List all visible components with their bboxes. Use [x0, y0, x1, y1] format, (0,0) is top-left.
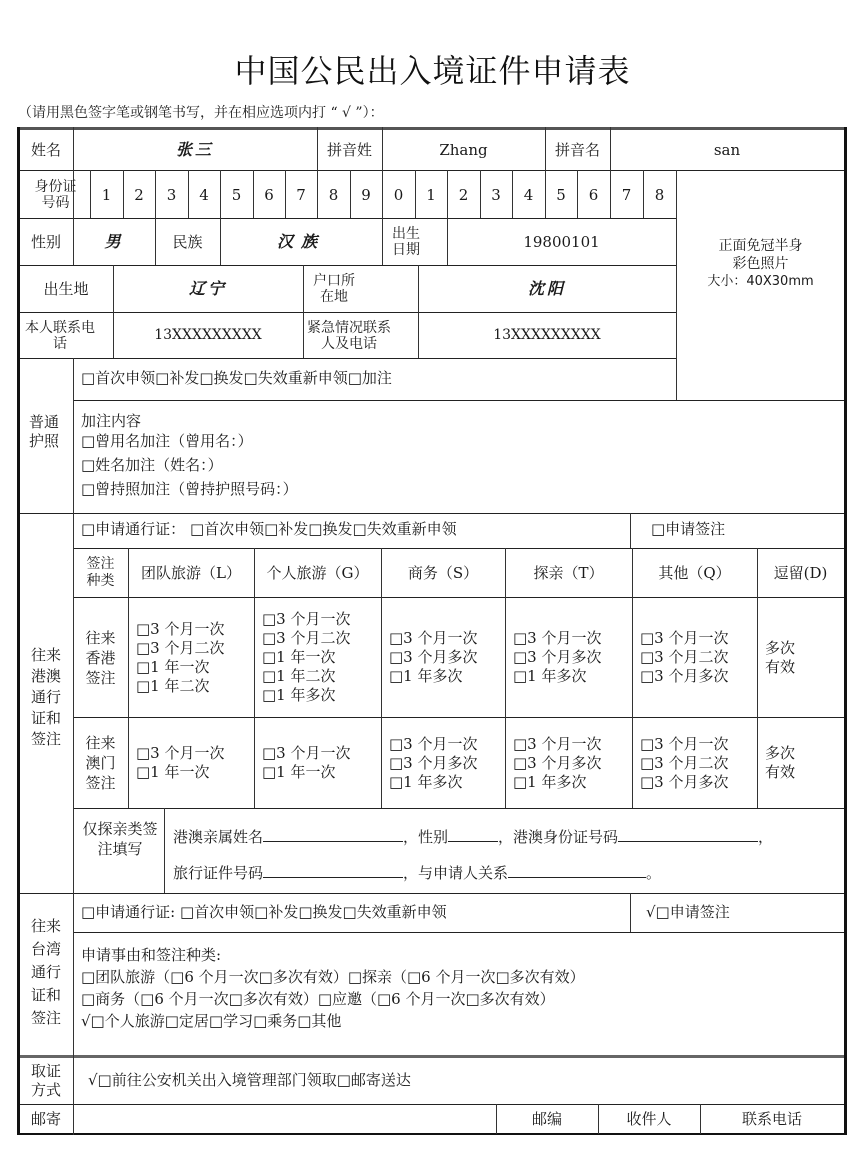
id-digit-box[interactable]: 8 [328, 185, 339, 204]
hukou-value[interactable]: 沈阳 [527, 279, 566, 299]
row-divider [17, 1055, 847, 1058]
photo-size: 大小：40X30mm [707, 274, 814, 289]
id-digit-box[interactable]: 3 [166, 185, 177, 204]
row-divider [17, 358, 676, 359]
taiwan-reason-title: 申请事由和签注种类: [81, 946, 222, 964]
id-digit-box[interactable]: 1 [101, 185, 112, 204]
taiwan-permit-options[interactable]: □申请通行证: □首次申领□补发□换发□失效重新申领 [81, 903, 447, 921]
id-digit-box[interactable]: 4 [199, 185, 209, 204]
macau-endorsement-cell [381, 718, 505, 808]
id-digit-box[interactable]: 4 [523, 185, 534, 204]
postcode-label: 邮编 [531, 1110, 562, 1128]
col-divider [630, 513, 631, 548]
relative-gender-label: ，性别 [403, 828, 449, 846]
endorsement-option-checkbox[interactable]: □1 年二次 [262, 667, 336, 685]
endorsement-option-checkbox[interactable]: □1 年多次 [262, 686, 336, 704]
comma: ， [758, 828, 774, 846]
endorsement-option-checkbox[interactable]: □1 年二次 [136, 676, 210, 695]
family-visit-label: 仅探亲类签注填写 [82, 820, 158, 858]
relative-gender-field[interactable] [448, 827, 498, 842]
endorsement-option-checkbox[interactable]: □1 年一次 [136, 763, 210, 781]
endorsement-option-checkbox[interactable]: □1 年多次 [513, 667, 587, 685]
endorsement-type-header: 商务（S） [407, 564, 479, 582]
endorsement-option-checkbox[interactable]: □3 个月多次 [513, 753, 602, 772]
endorsement-option-checkbox[interactable]: □3 个月一次 [389, 629, 478, 647]
endorsement-option-checkbox[interactable]: □3 个月一次 [136, 744, 225, 762]
row-divider [73, 808, 847, 809]
taiwan-reason-business-invite[interactable]: □商务（□6 个月一次□多次有效）□应邀（□6 个月一次□多次有效） [81, 990, 555, 1008]
endorsement-option-checkbox[interactable]: □3 个月二次 [640, 753, 729, 772]
family-visit-line1 [173, 827, 843, 847]
travel-doc-label: 旅行证件号码 [173, 864, 264, 882]
endorsement-type-label: 签注种类 [86, 556, 115, 589]
macau-endorsement-cell [757, 718, 844, 808]
row-divider [676, 400, 847, 401]
passport-endorsement-former-passport[interactable]: □曾持照加注（曾持护照号码：） [81, 480, 298, 498]
hk-endorsement-row-label: 往来香港签注 [85, 628, 116, 687]
mail-address-field[interactable] [73, 1105, 496, 1133]
hk-endorsement-cell [128, 598, 254, 717]
gender-value[interactable]: 男 [104, 232, 124, 252]
endorsement-option-checkbox[interactable]: □1 年多次 [513, 772, 587, 791]
endorsement-type-header: 逗留(D) [773, 564, 828, 582]
id-digit-box[interactable]: 5 [231, 185, 242, 204]
hk-endorsement-cell [757, 598, 844, 717]
phone-value[interactable]: 13XXXXXXXXX [154, 327, 262, 344]
travel-doc-field[interactable] [263, 863, 403, 878]
id-digit-box[interactable]: 5 [556, 185, 566, 204]
endorsement-option-checkbox[interactable]: □1 年一次 [262, 763, 336, 781]
endorsement-option-checkbox[interactable]: □1 年一次 [262, 648, 336, 666]
id-digit-box[interactable]: 3 [491, 185, 501, 204]
endorsement-option-checkbox[interactable]: □3 个月一次 [262, 610, 351, 628]
row-divider [73, 932, 847, 933]
period: 。 [646, 864, 662, 882]
row-divider [73, 400, 676, 401]
passport-application-options[interactable]: □首次申领□补发□换发□失效重新申领□加注 [81, 369, 392, 387]
id-digit-box[interactable]: 8 [654, 185, 665, 204]
ethnicity-label: 民族 [172, 233, 203, 251]
birthplace-label: 出生地 [43, 280, 89, 298]
endorsement-option-checkbox[interactable]: □1 年多次 [389, 667, 463, 685]
col-divider [630, 893, 631, 932]
passport-endorsement-name[interactable]: □姓名加注（姓名：） [81, 456, 223, 474]
name-value[interactable]: 张三 [175, 139, 214, 159]
endorsement-option-checkbox[interactable]: □3 个月二次 [640, 648, 729, 666]
validity-text: 多次 [765, 638, 796, 657]
endorsement-type-header: 探亲（T） [533, 564, 604, 582]
form-instruction: （请用黑色签字笔或钢笔书写，并在相应选项内打 “ √ ”）： [18, 105, 384, 121]
hk-endorsement-cell [632, 598, 757, 717]
id-digit-box[interactable]: 1 [426, 185, 436, 204]
taiwan-reason-group-tour-family[interactable]: □团队旅游（□6 个月一次□多次有效）□探亲（□6 个月一次□多次有效） [81, 968, 585, 986]
hk-endorsement-cell [254, 598, 381, 717]
relative-id-field[interactable] [618, 827, 758, 842]
hukou-label: 户口所在地 [313, 273, 355, 305]
endorsement-option-checkbox[interactable]: □3 个月一次 [513, 629, 602, 647]
id-digit-box[interactable]: 2 [134, 185, 144, 204]
endorsement-option-checkbox[interactable]: □3 个月多次 [389, 648, 478, 666]
surname-pinyin-value[interactable]: Zhang [439, 140, 488, 159]
endorsement-option-checkbox[interactable]: □3 个月一次 [640, 629, 729, 647]
hk-macau-permit-options[interactable]: □申请通行证： □首次申领□补发□换发□失效重新申领 [81, 520, 457, 538]
emergency-contact-label: 紧急情况联系人及电话 [307, 319, 391, 352]
relationship-field[interactable] [508, 863, 646, 878]
contact-phone-label: 联系电话 [741, 1110, 802, 1128]
relative-name-field[interactable] [263, 827, 403, 842]
taiwan-section-label: 往来台湾通行证和签注 [30, 917, 61, 1027]
passport-section-label: 普通护照 [28, 413, 59, 450]
hk-endorsement-cell [505, 598, 632, 717]
birthplace-value[interactable]: 辽宁 [188, 279, 227, 299]
relative-id-label: ，港澳身份证号码 [498, 828, 619, 846]
id-digit-box[interactable]: 6 [264, 185, 274, 204]
name-label: 姓名 [30, 140, 61, 159]
id-digit-box[interactable]: 7 [621, 185, 632, 204]
dob-value[interactable]: 19800101 [523, 233, 600, 251]
endorsement-option-checkbox[interactable]: □3 个月多次 [640, 667, 729, 685]
macau-endorsement-cell [254, 718, 381, 808]
col-divider [303, 265, 304, 358]
id-digit-box[interactable]: 2 [458, 185, 469, 204]
validity-text: 有效 [765, 657, 796, 676]
macau-endorsement-cell [128, 718, 254, 808]
taiwan-apply-endorsement[interactable]: √□申请签注 [646, 903, 730, 921]
photo-placeholder[interactable] [677, 219, 844, 309]
id-digit-box[interactable]: 6 [588, 185, 599, 204]
form-title: 中国公民出入境证件申请表 [234, 52, 631, 90]
emergency-contact-value[interactable]: 13XXXXXXXXX [493, 327, 601, 344]
given-pinyin-value[interactable]: san [713, 140, 741, 159]
validity-text: 多次 [765, 744, 796, 762]
endorsement-option-checkbox[interactable]: □3 个月多次 [640, 772, 729, 791]
passport-endorsement-title: 加注内容 [81, 412, 142, 430]
hk-macau-section-label: 往来港澳通行证和签注 [30, 645, 61, 748]
endorsement-type-header: 团队旅游（L） [141, 564, 241, 582]
recipient-label: 收件人 [626, 1110, 672, 1128]
passport-endorsement-former-name[interactable]: □曾用名加注（曾用名：） [81, 432, 253, 450]
mail-label: 邮寄 [30, 1110, 61, 1128]
ethnicity-value[interactable]: 汉族 [276, 232, 325, 252]
endorsement-option-checkbox[interactable]: □3 个月一次 [389, 734, 478, 753]
endorsement-option-checkbox[interactable]: □3 个月多次 [513, 648, 602, 666]
photo-instruction-line2: 彩色照片 [732, 256, 789, 272]
endorsement-option-checkbox[interactable]: □3 个月一次 [262, 744, 351, 762]
endorsement-option-checkbox[interactable]: □3 个月一次 [513, 734, 602, 753]
relative-name-label: 港澳亲属姓名 [173, 828, 264, 846]
id-digit-box[interactable]: 0 [393, 185, 404, 204]
hk-macau-apply-endorsement[interactable]: □申请签注 [651, 520, 726, 538]
endorsement-option-checkbox[interactable]: □3 个月一次 [640, 734, 729, 753]
row-divider [17, 893, 847, 894]
gender-label: 性别 [30, 233, 61, 251]
hk-endorsement-cell [381, 598, 505, 717]
endorsement-option-checkbox[interactable]: □3 个月二次 [136, 638, 225, 657]
col-divider [164, 808, 165, 893]
id-digit-box[interactable]: 7 [296, 185, 306, 204]
relationship-label: ，与申请人关系 [403, 864, 509, 882]
family-visit-line2 [173, 863, 843, 883]
id-number-label: 身份证号码 [34, 178, 77, 211]
endorsement-option-checkbox[interactable]: □1 年多次 [389, 772, 463, 791]
endorsement-option-checkbox[interactable]: □3 个月一次 [136, 619, 225, 638]
macau-endorsement-cell [632, 718, 757, 808]
taiwan-reason-other[interactable]: √□个人旅游□定居□学习□乘务□其他 [81, 1012, 342, 1030]
collection-method-label: 取证方式 [30, 1062, 61, 1099]
macau-endorsement-cell [505, 718, 632, 808]
photo-instruction-line1: 正面免冠半身 [718, 238, 803, 254]
dob-label: 出生日期 [392, 226, 420, 258]
endorsement-option-checkbox[interactable]: □1 年一次 [136, 657, 210, 676]
table-right-border [844, 127, 847, 1135]
validity-text: 有效 [765, 763, 796, 781]
phone-label: 本人联系电话 [25, 319, 95, 352]
endorsement-type-header: 其他（Q） [658, 564, 731, 582]
macau-endorsement-row-label: 往来澳门签注 [85, 734, 116, 792]
col-divider [382, 218, 383, 265]
row-divider [17, 513, 847, 514]
collection-method-options[interactable]: √□前往公安机关出入境管理部门领取□邮寄送达 [88, 1071, 411, 1089]
endorsement-option-checkbox[interactable]: □3 个月多次 [389, 753, 478, 772]
given-pinyin-label: 拼音名 [554, 140, 600, 159]
endorsement-type-header: 个人旅游（G） [266, 564, 369, 582]
id-digit-box[interactable]: 9 [361, 185, 371, 204]
surname-pinyin-label: 拼音姓 [326, 140, 372, 159]
endorsement-option-checkbox[interactable]: □3 个月二次 [262, 629, 351, 647]
table-bottom-border [17, 1133, 847, 1135]
